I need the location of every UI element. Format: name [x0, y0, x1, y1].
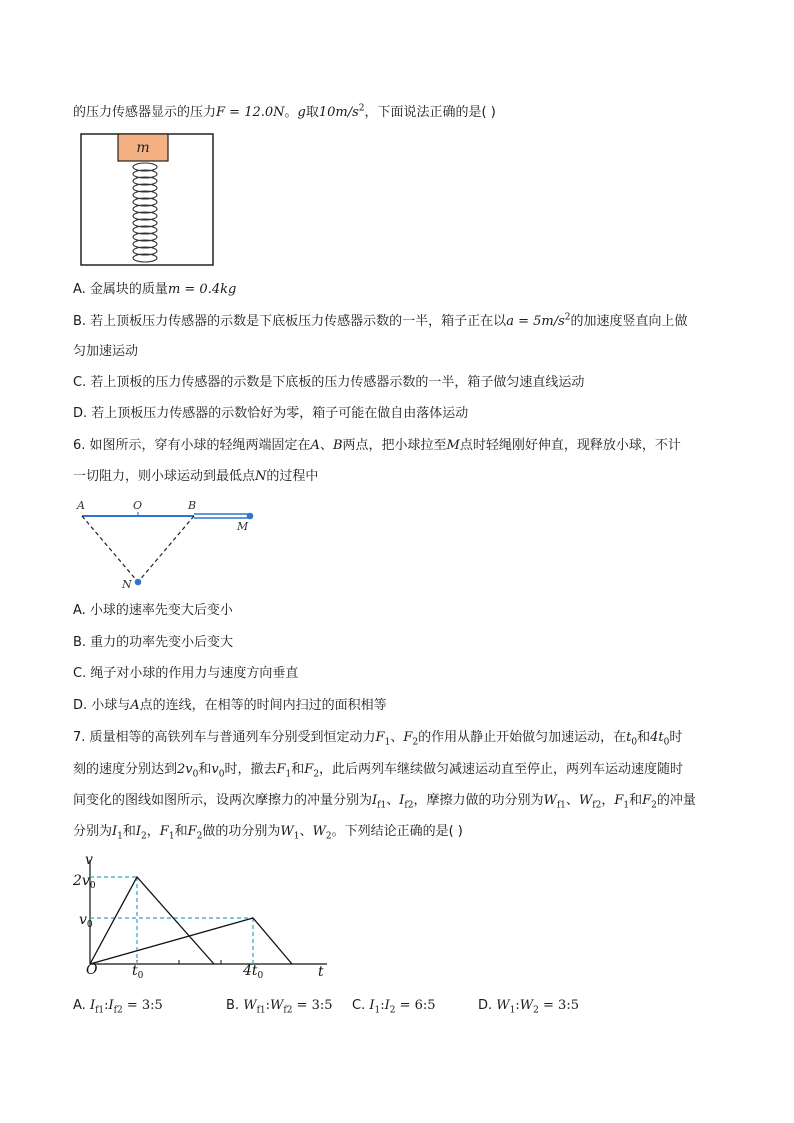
q7-option-a[interactable]: A. $I_{f1}:I_{f2}$ = 3:5	[73, 998, 163, 1016]
q5-option-a[interactable]: A. 金属块的质量m = 0.4kg	[73, 282, 237, 297]
dashed-rope-left	[82, 516, 138, 582]
q7-option-b[interactable]: B. $W_{f1}:W_{f2}$ = 3:5	[226, 998, 333, 1016]
high-speed-train-line	[90, 877, 214, 964]
t-axis-label: t	[318, 964, 324, 980]
block-mass-label: m	[136, 140, 150, 156]
q6-stem-line1: 6. 如图所示，穿有小球的轻绳两端固定在A、B两点，把小球拉至M点时轻绳刚好伸直，现释放小球，不计	[73, 438, 681, 453]
label-2v0: $2v_0$	[73, 873, 96, 891]
point-a-label: A	[77, 499, 85, 512]
q6-stem-line2: 一切阻力，则小球运动到最低点N的过程中	[73, 469, 319, 484]
q6-option-c[interactable]: C. 绳子对小球的作用力与速度方向垂直	[73, 666, 299, 681]
q5-intro: 的压力传感器显示的压力F = 12.0N。g取$10m/s^2$，下面说法正确的是( )	[73, 103, 496, 120]
label-t0: $t_0$	[132, 963, 144, 981]
q5-option-b-continued: 匀加速运动	[73, 344, 139, 359]
q5-option-d[interactable]: D. 若上顶板压力传感器的示数恰好为零，箱子可能在做自由落体运动	[73, 406, 469, 421]
q7-stem-line3: 间变化的图线如图所示，设两次摩擦力的冲量分别为$I_{f1}$、$I_{f2}$，摩擦力做的功分别为$W_{f1}$、$W_{f2}$，$F_1$和$F_2$的冲量	[73, 793, 696, 811]
velocity-time-graph	[72, 852, 337, 980]
dashed-rope-right	[138, 516, 194, 582]
rope-ball-figure	[70, 496, 265, 590]
ordinary-train-line	[90, 918, 292, 964]
v-axis-label: v	[85, 852, 93, 868]
q6-option-b[interactable]: B. 重力的功率先变小后变大	[73, 635, 234, 650]
q7-stem-line4: 分别为$I_1$和$I_2$，$F_1$和$F_2$做的功分别为$W_1$、$W_2$。下列结论正确的是( )	[73, 824, 463, 842]
q6-option-a[interactable]: A. 小球的速率先变大后变小	[73, 603, 233, 618]
q7-stem-line1: 7. 质量相等的高铁列车与普通列车分别受到恒定动力$F_1$、$F_2$的作用从静止开始做匀加速运动，在$t_0$和$4t_0$时	[73, 730, 683, 748]
ball-at-n	[135, 579, 142, 586]
spring	[133, 163, 157, 262]
point-o-label: O	[133, 499, 143, 512]
q7-stem-line2: 刻的速度分别达到$2v_0$和$v_0$时，撤去$F_1$和$F_2$，此后两列车继续做匀减速运动直至停止，两列车运动速度随时	[73, 762, 684, 780]
spring-box-figure	[80, 133, 215, 267]
point-n-label: N	[122, 578, 132, 591]
q5-force-value: F = 12.0N	[216, 105, 285, 120]
q6-option-d[interactable]: D. 小球与A点的连线，在相等的时间内扫过的面积相等	[73, 698, 387, 713]
q5-option-b[interactable]: B. 若上顶板压力传感器的示数是下底板压力传感器示数的一半，箱子正在以$a = 5m/s^2$的加速度竖直向上做	[73, 312, 688, 329]
q7-option-d[interactable]: D. $W_1:W_2$ = 3:5	[478, 998, 579, 1016]
point-m-label: M	[237, 520, 249, 533]
label-4t0: $4t_0$	[243, 963, 264, 981]
point-b-label: B	[188, 499, 197, 512]
ball-at-m	[247, 513, 254, 520]
q7-option-c[interactable]: C. $I_1:I_2$ = 6:5	[352, 998, 436, 1016]
origin-label: O	[86, 962, 98, 978]
label-v0: $v_0$	[79, 912, 93, 930]
q5-option-c[interactable]: C. 若上顶板的压力传感器的示数是下底板的压力传感器示数的一半，箱子做匀速直线运动	[73, 375, 585, 390]
